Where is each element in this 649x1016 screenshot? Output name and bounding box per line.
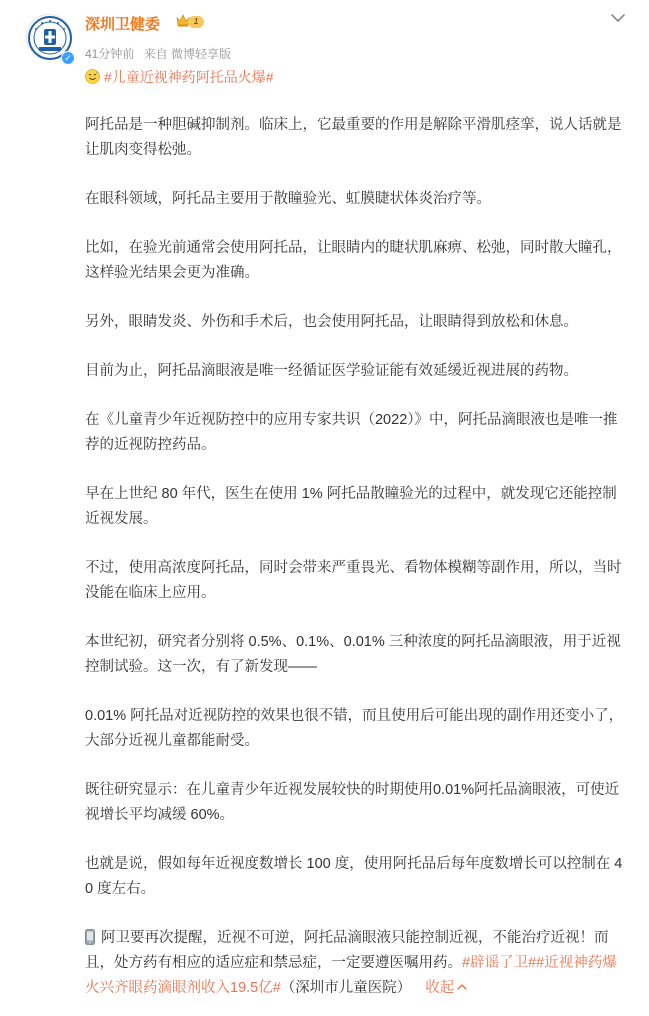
phone-icon [85, 929, 95, 945]
collapse-label[interactable]: 收起 [425, 980, 455, 996]
paragraph: 在《儿童青少年近视防控中的应用专家共识（2022）》中，阿托品滴眼液也是唯一推荐的近视防控药品。 [85, 412, 618, 453]
post-content [85, 113, 625, 1001]
paragraph: 早在上世纪 80 年代，医生在使用 1% 阿托品散瞳验光的过程中，就发现它还能控制近视发展。 [85, 486, 617, 527]
post-source: 来自 微博轻享版 [143, 47, 232, 61]
post-meta [85, 45, 237, 62]
post-header [0, 0, 649, 100]
paragraph: 本世纪初，研究者分别将 0.5%、0.1%、0.01% 三种浓度的阿托品滴眼液，用于近视控制试验。这一次，有了新发现—— [85, 634, 621, 675]
source-note: （深圳市儿童医院） [280, 980, 412, 996]
username[interactable]: 深圳卫健委 [85, 16, 161, 33]
paragraph: 阿托品是一种胆碱抑制剂。临床上，它最重要的作用是解除平滑肌痉挛，说人话就是让肌肉变得松弛。 [85, 117, 622, 158]
collapse-button[interactable] [425, 980, 468, 996]
topic-line [85, 67, 274, 87]
paragraph: 另外，眼睛发炎、外伤和手术后，也会使用阿托品，让眼睛得到放松和休息。 [85, 314, 578, 330]
closing-text: 阿卫要再次提醒，近视不可逆，阿托品滴眼液只能控制近视，不能治疗近视！而且，处方药有相应的适应症和禁忌症，一定要遵医嘱用药。 [85, 930, 609, 971]
vip-level: 1 [188, 16, 204, 28]
paragraph: 比如，在验光前通常会使用阿托品，让眼睛内的睫状肌麻痹、松弛，同时散大瞳孔，这样验光结果会更为准确。 [85, 240, 622, 281]
chevron-up-icon [456, 982, 468, 992]
topic-link[interactable]: #儿童近视神药阿托品火爆# [104, 69, 274, 85]
post-time[interactable]: 41分钟前 [85, 47, 135, 61]
closing-paragraph [85, 926, 625, 1001]
paragraph: 在眼科领域，阿托品主要用于散瞳验光、虹膜睫状体炎治疗等。 [85, 191, 491, 207]
chevron-down-icon[interactable] [608, 10, 628, 26]
paragraph: 也就是说，假如每年近视度数增长 100 度，使用阿托品后每年度数增长可以控制在 40 度左右。 [85, 856, 623, 897]
vip-badge[interactable] [176, 13, 204, 29]
verified-badge-icon: ✓ [61, 51, 75, 65]
topic-link[interactable]: #辟谣了卫##近视神药爆火兴齐眼药滴眼剂收入19.5亿# [85, 955, 617, 996]
paragraph: 目前为止，阿托品滴眼液是唯一经循证医学验证能有效延缓近视进展的药物。 [85, 363, 578, 379]
paragraph: 不过，使用高浓度阿托品，同时会带来严重畏光、看物体模糊等副作用，所以，当时没能在临床上应用。 [85, 560, 622, 601]
paragraph: 0.01% 阿托品对近视防控的效果也很不错，而且使用后可能出现的副作用还变小了，大部分近视儿童都能耐受。 [85, 708, 624, 749]
sweat-smile-emoji-icon [85, 69, 100, 84]
paragraph: 既往研究显示：在儿童青少年近视发展较快的时期使用0.01%阿托品滴眼液，可使近视增长平均减缓 60%。 [85, 782, 620, 823]
